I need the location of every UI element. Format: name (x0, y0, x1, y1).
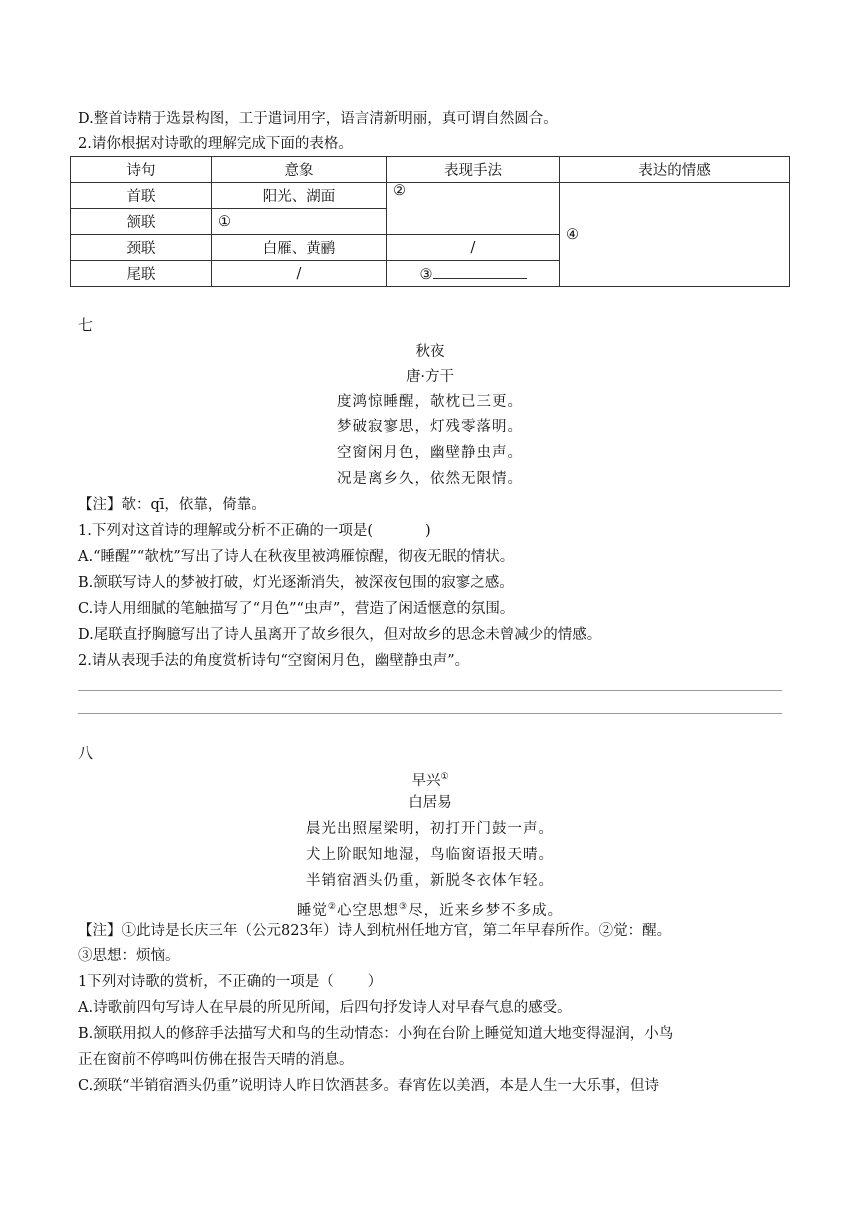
section-number-7: 七 (78, 316, 94, 334)
title-text: 早兴 (411, 772, 441, 789)
poem-line: 晨光出照屋梁明，初打开门鼓一声。 (306, 821, 554, 837)
line-cell: 尾联 (71, 261, 212, 287)
technique-blank-3[interactable] (387, 261, 560, 287)
header-cell: 意象 (212, 157, 387, 183)
poem-line: 犬上阶眠知地湿，鸟临窗语报天晴。 (306, 847, 554, 863)
line-cell: 颈联 (71, 235, 212, 261)
answer-table (70, 156, 790, 287)
poem-text: 睡觉 (296, 902, 328, 919)
answer-line[interactable] (78, 713, 782, 714)
option-c: C.诗人用细腻的笔触描写了“月色”“虫声”，营造了闲适惬意的氛围。 (78, 601, 515, 617)
note: 【注】欹：qī，依靠，倚靠。 (78, 497, 266, 513)
option-d: D.尾联直抒胸臆写出了诗人虽离开了故乡很久，但对故乡的思念未曾减少的情感。 (78, 627, 602, 643)
poem-title: 秋夜 (415, 344, 445, 360)
footnote-mark: ① (440, 772, 449, 782)
marker-3: ③ (419, 267, 433, 283)
section-number-8: 八 (78, 744, 94, 762)
question-1 (78, 521, 431, 541)
question-2-prompt: 2.请你根据对诗歌的理解完成下面的表格。 (78, 136, 353, 152)
header-cell: 表现手法 (387, 157, 560, 183)
table-row (71, 183, 790, 209)
table-header-row (71, 157, 790, 183)
option-b-cont: 正在窗前不停鸣叫仿佛在报告天晴的消息。 (78, 1052, 354, 1068)
option-b: B.颔联用拟人的修辞手法描写犬和鸟的生动情态：小狗在台阶上睡觉知道大地变得湿润，小鸟 (78, 1026, 674, 1042)
imagery-cell: 白雁、黄鹂 (212, 235, 387, 261)
option-b: B.颔联写诗人的梦被打破，灯光逐渐消失，被深夜包围的寂寥之感。 (78, 575, 514, 591)
technique-blank-2[interactable]: ② (387, 183, 560, 235)
line-cell: 颔联 (71, 209, 212, 235)
poem-author: 唐·方干 (405, 369, 455, 385)
question-text: 1.下列对这首诗的理解或分析不正确的一项是( (78, 523, 373, 539)
poem-author: 白居易 (408, 795, 452, 811)
imagery-cell: 阳光、湖面 (212, 183, 387, 209)
paren-close: ） (367, 974, 383, 990)
poem-text: 尽，近来乡梦不多成。 (408, 902, 564, 919)
answer-underline (433, 264, 527, 279)
emotion-blank-4[interactable]: ④ (560, 183, 790, 287)
poem-line: 半销宿酒头仍重，新脱冬衣体乍轻。 (306, 873, 554, 889)
question-1 (78, 972, 382, 992)
option-c: C.颈联“半销宿酒头仍重”说明诗人昨日饮酒甚多。春宵佐以美酒，本是人生一大乐事，但诗 (78, 1078, 660, 1094)
poem-line: 梦破寂寥思，灯残零落明。 (337, 419, 523, 435)
option-a: A.“睡醒”“欹枕”写出了诗人在秋夜里被鸿雁惊醒，彻夜无眠的情状。 (78, 549, 515, 565)
answer-line[interactable] (78, 690, 782, 691)
poem-title (0, 766, 860, 792)
note-2: ③思想：烦恼。 (78, 948, 180, 964)
poem-line (0, 896, 860, 922)
poem-line: 况是离乡久，依然无限情。 (337, 471, 523, 487)
note-1: 【注】①此诗是长庆三年（公元823年）诗人到杭州任地方官，第二年早春所作。②觉：醒。 (78, 923, 672, 939)
footnote-mark: ② (327, 902, 337, 912)
question-text: 1下列对诗歌的赏析，不正确的一项是（ (78, 974, 334, 990)
option-d-text: D.整首诗精于选景构图，工于遣词用字，语言清新明丽，真可谓自然圆合。 (78, 111, 558, 127)
technique-cell: / (387, 235, 560, 261)
imagery-blank-1[interactable]: ① (212, 209, 387, 235)
poem-line: 度鸿惊睡醒，欹枕已三更。 (337, 394, 523, 410)
poem-line: 空窗闲月色，幽壁静虫声。 (337, 445, 523, 461)
line-cell: 首联 (71, 183, 212, 209)
header-cell: 表达的情感 (560, 157, 790, 183)
footnote-mark: ③ (399, 902, 409, 912)
header-cell: 诗句 (71, 157, 212, 183)
question-2: 2.请从表现手法的角度赏析诗句“空窗闲月色，幽壁静虫声”。 (78, 653, 470, 669)
imagery-cell: / (212, 261, 387, 287)
poem-text: 心空思想 (337, 902, 399, 919)
paren-close: ) (425, 523, 431, 539)
option-a: A.诗歌前四句写诗人在早晨的所见所闻，后四句抒发诗人对早春气息的感受。 (78, 1000, 572, 1016)
